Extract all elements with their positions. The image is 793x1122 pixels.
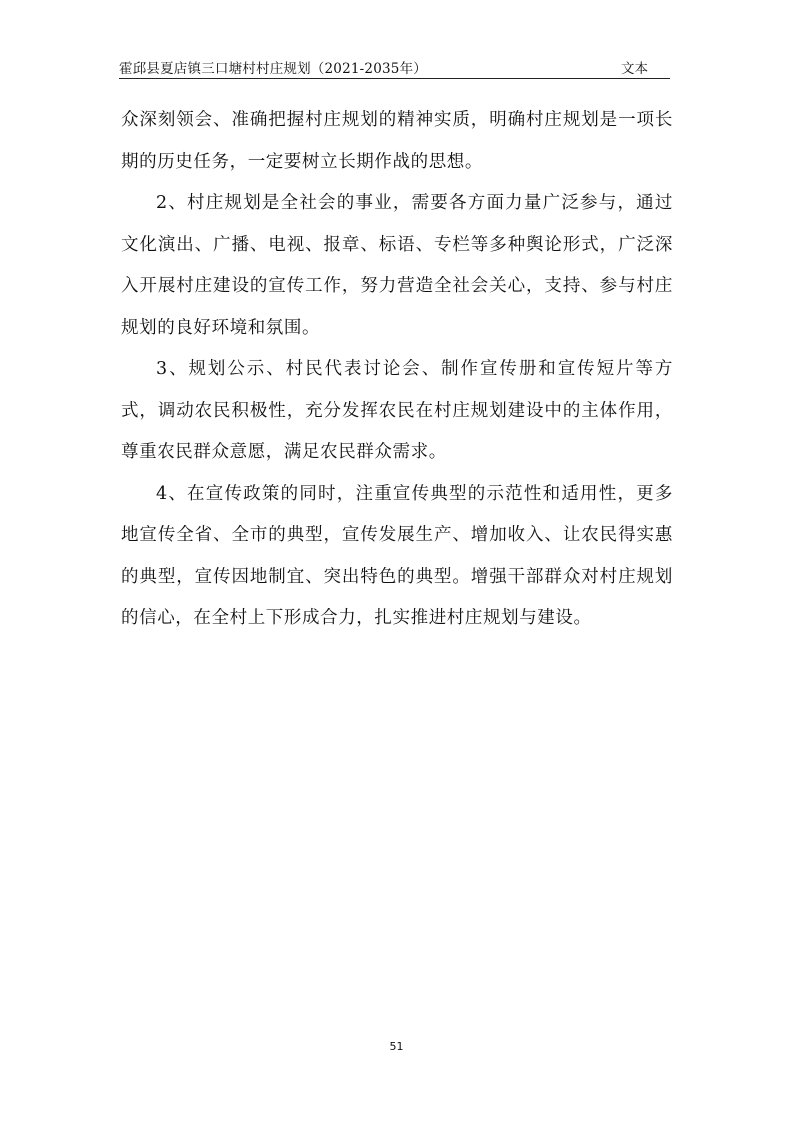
page-header <box>119 54 670 79</box>
paragraph-item-3: 3、规划公示、村民代表讨论会、制作宣传册和宣传短片等方式，调动农民积极性，充分发挥农民在村庄规划建设中的主体作用，尊重农民群众意愿，满足农民群众需求。 <box>121 359 673 462</box>
page-number: 51 <box>389 1040 404 1053</box>
paragraph-item-4: 4、在宣传政策的同时，注重宣传典型的示范性和适用性，更多地宣传全省、全市的典型，宣传发展生产、增加收入、让农民得实惠的典型，宣传因地制宜、突出特色的典型。增强干部群众对村庄规划的信心，在全村上下形成合力，扎实推进村庄规划与建设。 <box>121 483 673 628</box>
document-body <box>121 100 673 640</box>
document-title: 霍邱县夏店镇三口塘村村庄规划（2021-2035年） <box>119 61 427 77</box>
paragraph-item-2: 2、村庄规划是全社会的事业，需要各方面力量广泛参与，通过文化演出、广播、电视、报章、标语、专栏等多种舆论形式，广泛深入开展村庄建设的宣传工作，努力营造全社会关心，支持、参与村庄规划的良好环境和氛围。 <box>121 193 673 338</box>
section-label: 文本 <box>621 61 648 77</box>
paragraph-continued: 众深刻领会、准确把握村庄规划的精神实质，明确村庄规划是一项长期的历史任务，一定要树立长期作战的思想。 <box>121 110 673 172</box>
